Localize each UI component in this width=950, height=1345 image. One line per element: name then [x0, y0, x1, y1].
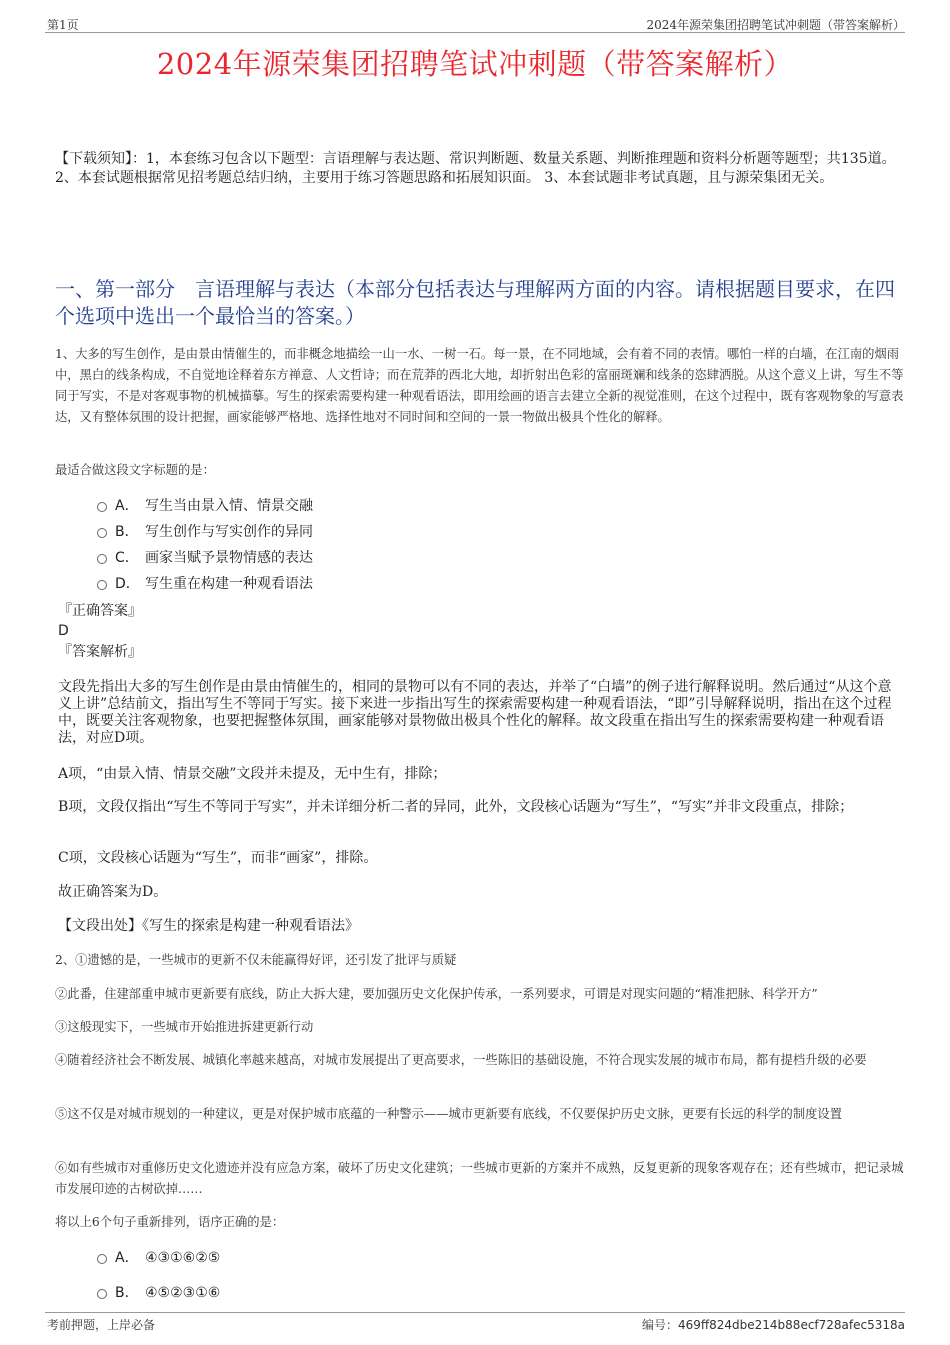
option-label: D． [115, 576, 140, 592]
question-2-sentence-6: ⑥如有些城市对重修历史文化遗迹并没有应急方案，破坏了历史文化建筑；一些城市更新的方案并不成熟，反复更新的现象客观存在；还有些城市，把记录城市发展印迹的古树砍掉…… [55, 1161, 904, 1196]
q2-option-a[interactable] [97, 1248, 220, 1268]
header-divider [45, 32, 905, 33]
analysis-paragraph: 文段先指出大多的写生创作是由景由情催生的，相同的景物可以有不同的表达，并举了“白墙”的例子进行解释说明。然后通过“从这个意义上讲”总结前文，指出写生不等同于写实。接下来进一步指出写生的探索需要构建一种观看语法，“即”引导解释说明，指出在这个过程中，既要关注客观物象，也要把握整体氛围，画家能够对景物做出极具个性化的解释。故文段重在指出写生的探索需要构建一种观看语法，对应D项。 [58, 679, 892, 746]
question-2-prompt: 将以上6个句子重新排列，语序正确的是： [55, 1215, 285, 1229]
page-number: 第1页 [47, 18, 79, 32]
q1-option-a[interactable] [97, 496, 313, 516]
option-text: 画家当赋予景物情感的表达 [145, 550, 313, 566]
analysis-option-a: A项，“由景入情、情景交融”文段并未提及，无中生有，排除； [58, 766, 447, 782]
correct-answer: D [58, 623, 69, 639]
document-id: 编号：469ff824dbe214b88ecf728afec5318a [641, 1318, 905, 1332]
header-doc-name: 2024年源荣集团招聘笔试冲刺题（带答案解析） [646, 18, 905, 32]
analysis-conclusion: 故正确答案为D。 [58, 884, 168, 900]
q1-option-d[interactable] [97, 574, 313, 594]
question-1-prompt: 最适合做这段文字标题的是： [55, 463, 215, 477]
document-title: 2024年源荣集团招聘笔试冲刺题（带答案解析） [156, 47, 794, 81]
radio-icon[interactable] [97, 502, 107, 512]
option-text: ④③①⑥②⑤ [145, 1250, 221, 1266]
radio-icon[interactable] [97, 528, 107, 538]
option-label: A． [115, 1250, 139, 1266]
option-label: B． [115, 1285, 139, 1301]
radio-icon[interactable] [97, 580, 107, 590]
option-text: 写生当由景入情、情景交融 [145, 498, 313, 514]
q2-option-b[interactable] [97, 1283, 220, 1303]
option-label: A． [115, 498, 139, 514]
option-text: 写生创作与写实创作的异同 [145, 524, 313, 540]
question-2-sentence-2: ②此番，住建部重申城市更新要有底线，防止大拆大建，要加强历史文化保护传承，一系列要求，可谓是对现实问题的“精准把脉、科学开方” [55, 987, 818, 1001]
download-notice: 【下载须知】：1，本套练习包含以下题型：言语理解与表达题、常识判断题、数量关系题、判断推理题和资料分析题等题型；共135道。 2、本套试题根据常见招考题总结归纳，主要用于练习答题思路和拓展知识面。 3、本套试题非考试真题，且与源荣集团无关。 [55, 151, 896, 186]
option-label: C． [115, 550, 139, 566]
footer-slogan: 考前押题，上岸必备 [47, 1318, 156, 1332]
footer-divider [45, 1312, 905, 1313]
question-2-sentence-3: ③这般现实下，一些城市开始推进拆建更新行动 [55, 1020, 314, 1034]
q1-option-c[interactable] [97, 548, 313, 568]
radio-icon[interactable] [97, 1254, 107, 1264]
section-heading: 一、第一部分 言语理解与表达（本部分包括表达与理解两方面的内容。请根据题目要求，在四个选项中选出一个最恰当的答案。） [55, 277, 895, 328]
analysis-option-b: B项，文段仅指出“写生不等同于写实”，并未详细分析二者的异同，此外，文段核心话题为“写生”，“写实”并非文段重点，排除； [58, 799, 854, 815]
question-1-stem: 1、大多的写生创作，是由景由情催生的，而非概念地描绘一山一水、一树一石。每一景，在不同地域，会有着不同的表情。哪怕一样的白墙，在江南的烟雨中，黑白的线条构成，不自觉地诠释着东方禅意、人文哲诗；而在荒莽的西北大地，却折射出色彩的富丽斑斓和线条的恣肆洒脱。从这个意义上讲，写生不等同于写实，不是对客观事物的机械描摹。写生的探索需要构建一种观看语法，即用绘画的语言去建立全新的视觉准则，在这个过程中，既有客观物象的写意表达，又有整体氛围的设计把握，画家能够严格地、选择性地对不同时间和空间的一景一物做出极具个性化的解释。 [55, 347, 904, 424]
analysis-option-c: C项，文段核心话题为“写生”，而非“画家”，排除。 [58, 850, 378, 866]
option-label: B． [115, 524, 139, 540]
radio-icon[interactable] [97, 554, 107, 564]
option-text: ④⑤②③①⑥ [145, 1285, 221, 1301]
radio-icon[interactable] [97, 1289, 107, 1299]
question-2-sentence-5: ⑤这不仅是对城市规划的一种建议，更是对保护城市底蕴的一种警示——城市更新要有底线，不仅要保护历史文脉，更要有长远的科学的制度设置 [55, 1107, 843, 1121]
answer-heading: 『正确答案』 [58, 603, 142, 619]
analysis-heading: 『答案解析』 [58, 644, 142, 660]
question-2-sentence-1: 2、①遗憾的是，一些城市的更新不仅未能赢得好评，还引发了批评与质疑 [55, 953, 457, 967]
option-text: 写生重在构建一种观看语法 [145, 576, 313, 592]
passage-source: 【文段出处】《写生的探索是构建一种观看语法》 [58, 918, 359, 934]
q1-option-b[interactable] [97, 522, 313, 542]
question-2-sentence-4: ④随着经济社会不断发展、城镇化率越来越高，对城市发展提出了更高要求，一些陈旧的基础设施，不符合现实发展的城市布局，都有提档升级的必要 [55, 1053, 867, 1067]
